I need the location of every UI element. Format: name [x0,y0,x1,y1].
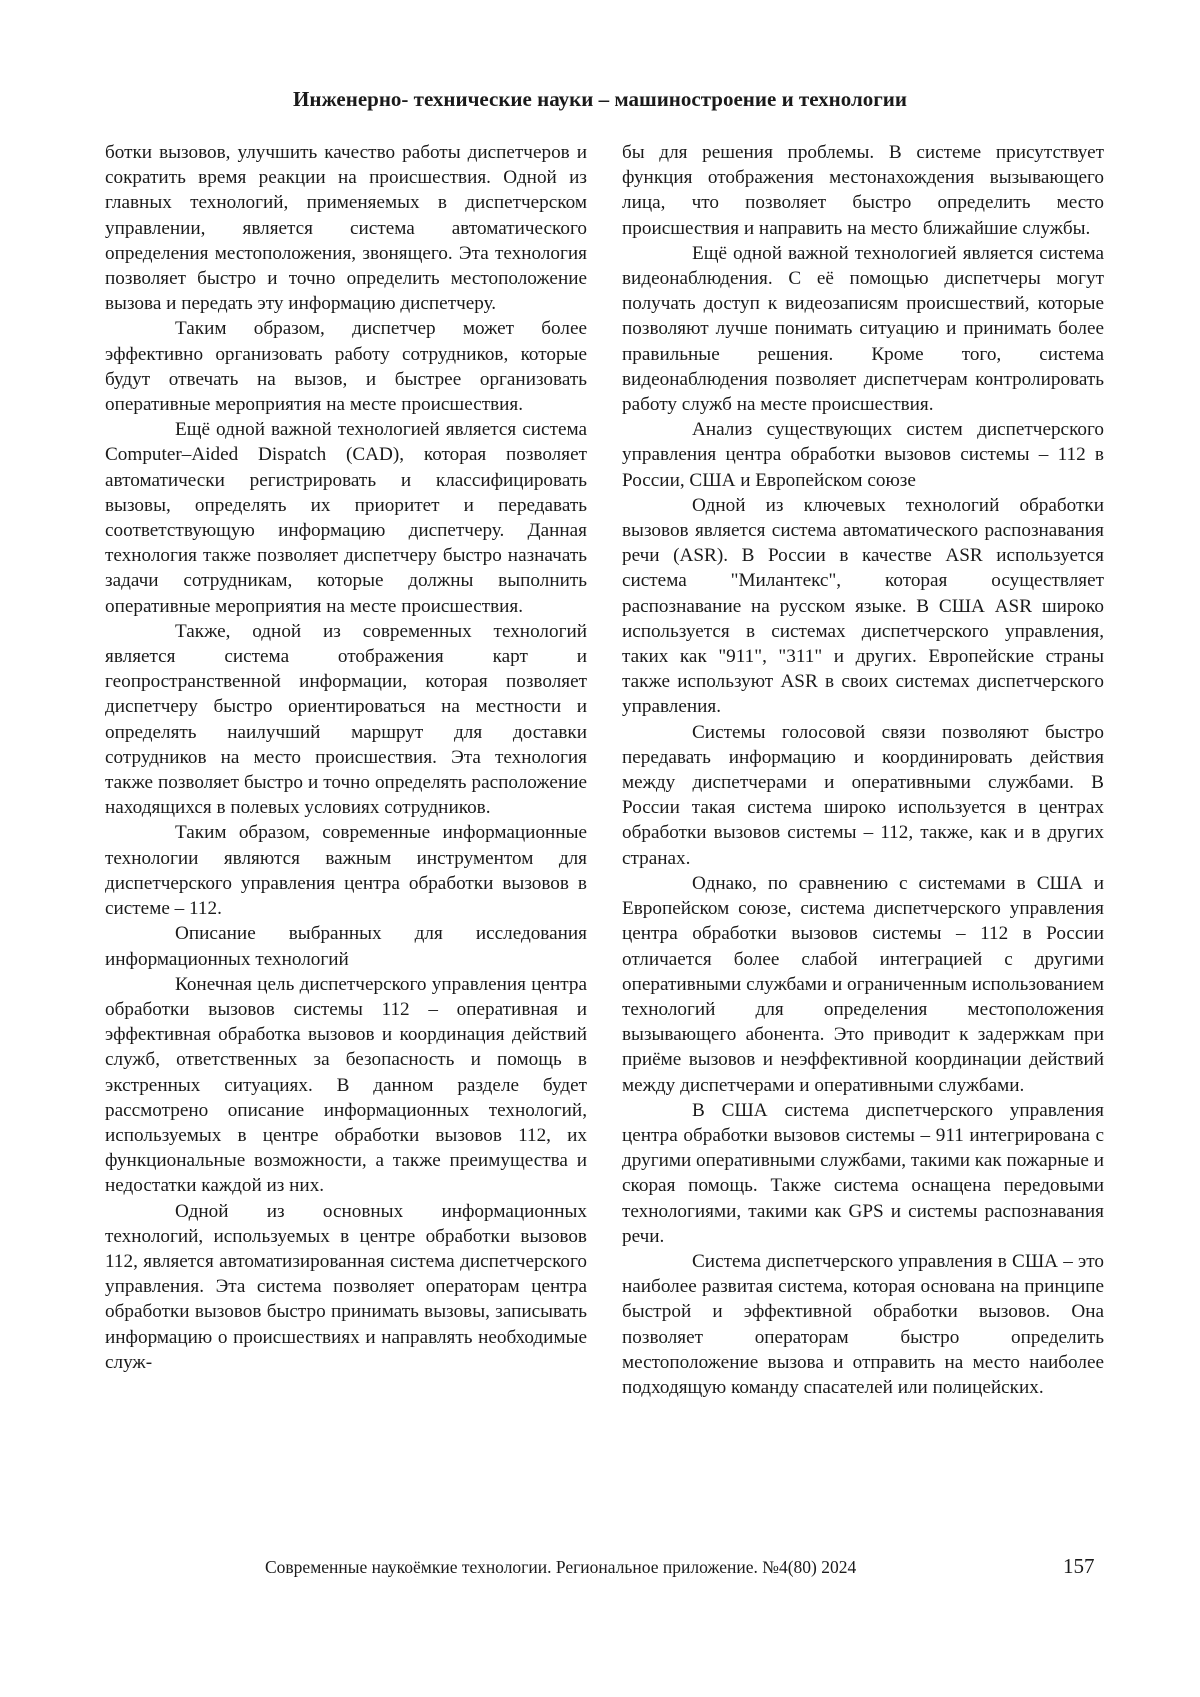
paragraph: Также, одной из современных технологий является система отображения карт и геопространственной информации, которая позволяет диспетчеру быстро ориентироваться на местности и определять наилучший маршрут для доставки сотрудников на место происшествия. Эта технология также позволяет быстро и точно определять расположение находящихся в полевых условиях сотрудников. [105,620,587,819]
paragraph: ботки вызовов, улучшить качество работы диспетчеров и сократить время реакции на происшествия. Одной из главных технологий, применяемых в диспетчерском управлении, является система автоматического определения местоположения, звонящего. Эта технология позволяет быстро и точно определить местоположение вызова и передать эту информацию диспетчеру. [105,142,587,315]
section-heading: Анализ существующих систем диспетчерского управления центра обработки вызовов системы – 112 в России, США и Европейском союзе [622,419,1104,491]
paragraph: Конечная цель диспетчерского управления центра обработки вызовов системы 112 – оперативная и эффективная обработка вызовов и координация действий служб, ответственных за безопасность и помощь в экстренных ситуациях. В данном разделе будет рассмотрено описание информационных технологий, используемых в центре обработки вызовов 112, их функциональные возможности, а также преимущества и недостатки каждой из них. [105,973,587,1197]
paragraph: Таким образом, диспетчер может более эффективно организовать работу сотрудников, которые будут отвечать на вызов, и быстрее организовать оперативные мероприятия на месте происшествия. [105,318,587,416]
paragraph: Таким образом, современные информационные технологии являются важным инструментом для диспетчерского управления центра обработки вызовов в системе – 112. [105,822,587,920]
paragraph: Одной из основных информационных технологий, используемых в центре обработки вызовов 112, является автоматизированная система диспетчерского управления. Эта система позволяет операторам центра обработки вызовов быстро принимать вызовы, записывать информацию о происшествиях и направлять необходимые служ- [105,1200,587,1373]
paragraph: Однако, по сравнению с системами в США и Европейском союзе, система диспетчерского управления центра обработки вызовов системы – 112 в России отличается более слабой интеграцией с другими оперативными службами и ограниченным использованием технологий для определения местоположения вызывающего абонента. Это приводит к задержкам при приёме вызовов и неэффективной координации действий между диспетчерами и оперативными службами. [622,872,1105,1096]
paragraph: В США система диспетчерского управления центра обработки вызовов системы – 911 интегрирована с другими оперативными службами, такими как пожарные и скорая помощь. Также система оснащена передовыми технологиями, такими как GPS и системы распознавания речи. [622,1099,1104,1247]
paragraph: Ещё одной важной технологией является система Computer–Aided Dispatch (CAD), которая позволяет автоматически регистрировать и классифицировать вызовы, определять их приоритет и передавать соответствующую информацию диспетчеру. Данная технология также позволяет диспетчеру быстро назначать задачи сотрудникам, которые должны выполнить оперативные мероприятия на месте происшествия. [105,419,587,617]
right-column [622,140,1104,1400]
paragraph: Одной из ключевых технологий обработки вызовов является система автоматического распознавания речи (ASR). В России в качестве ASR используется система "Милантекс", которая осуществляет распознавание на русском языке. В США ASR широко используется в системах диспетчерского управления, таких как "911", "311" и других. Европейские страны также используют ASR в своих системах диспетчерского управления. [622,494,1104,718]
section-heading: Описание выбранных для исследования информационных технологий [105,923,587,970]
left-column [105,140,587,1375]
paragraph: Ещё одной важной технологией является система видеонаблюдения. С её помощью диспетчеры могут получать доступ к видеозаписям происшествий, которые позволяют лучше понимать ситуацию и принимать более правильные решения. Кроме того, система видеонаблюдения позволяет диспетчерам контролировать работу служб на месте происшествия. [622,242,1104,416]
paragraph: бы для решения проблемы. В системе присутствует функция отображения местонахождения вызывающего лица, что позволяет быстро определить место происшествия и направить на место ближайшие службы. [622,142,1104,239]
page-number: 157 [1063,1554,1095,1578]
paragraph: Система диспетчерского управления в США – это наиболее развитая система, которая основана на принципе быстрой и эффективной обработки вызовов. Она позволяет операторам быстро определить местоположение вызова и отправить на место наиболее подходящую команду спасателей или полицейских. [622,1250,1104,1398]
running-header: Инженерно- технические науки – машиностроение и технологии [293,87,907,111]
paragraph: Системы голосовой связи позволяют быстро передавать информацию и координировать действия между диспетчерами и оперативными службами. В России такая система широко используется в центрах обработки вызовов системы – 112, также, как и в других странах. [622,721,1104,869]
journal-footer: Современные наукоёмкие технологии. Региональное приложение. №4(80) 2024 [265,1557,857,1577]
